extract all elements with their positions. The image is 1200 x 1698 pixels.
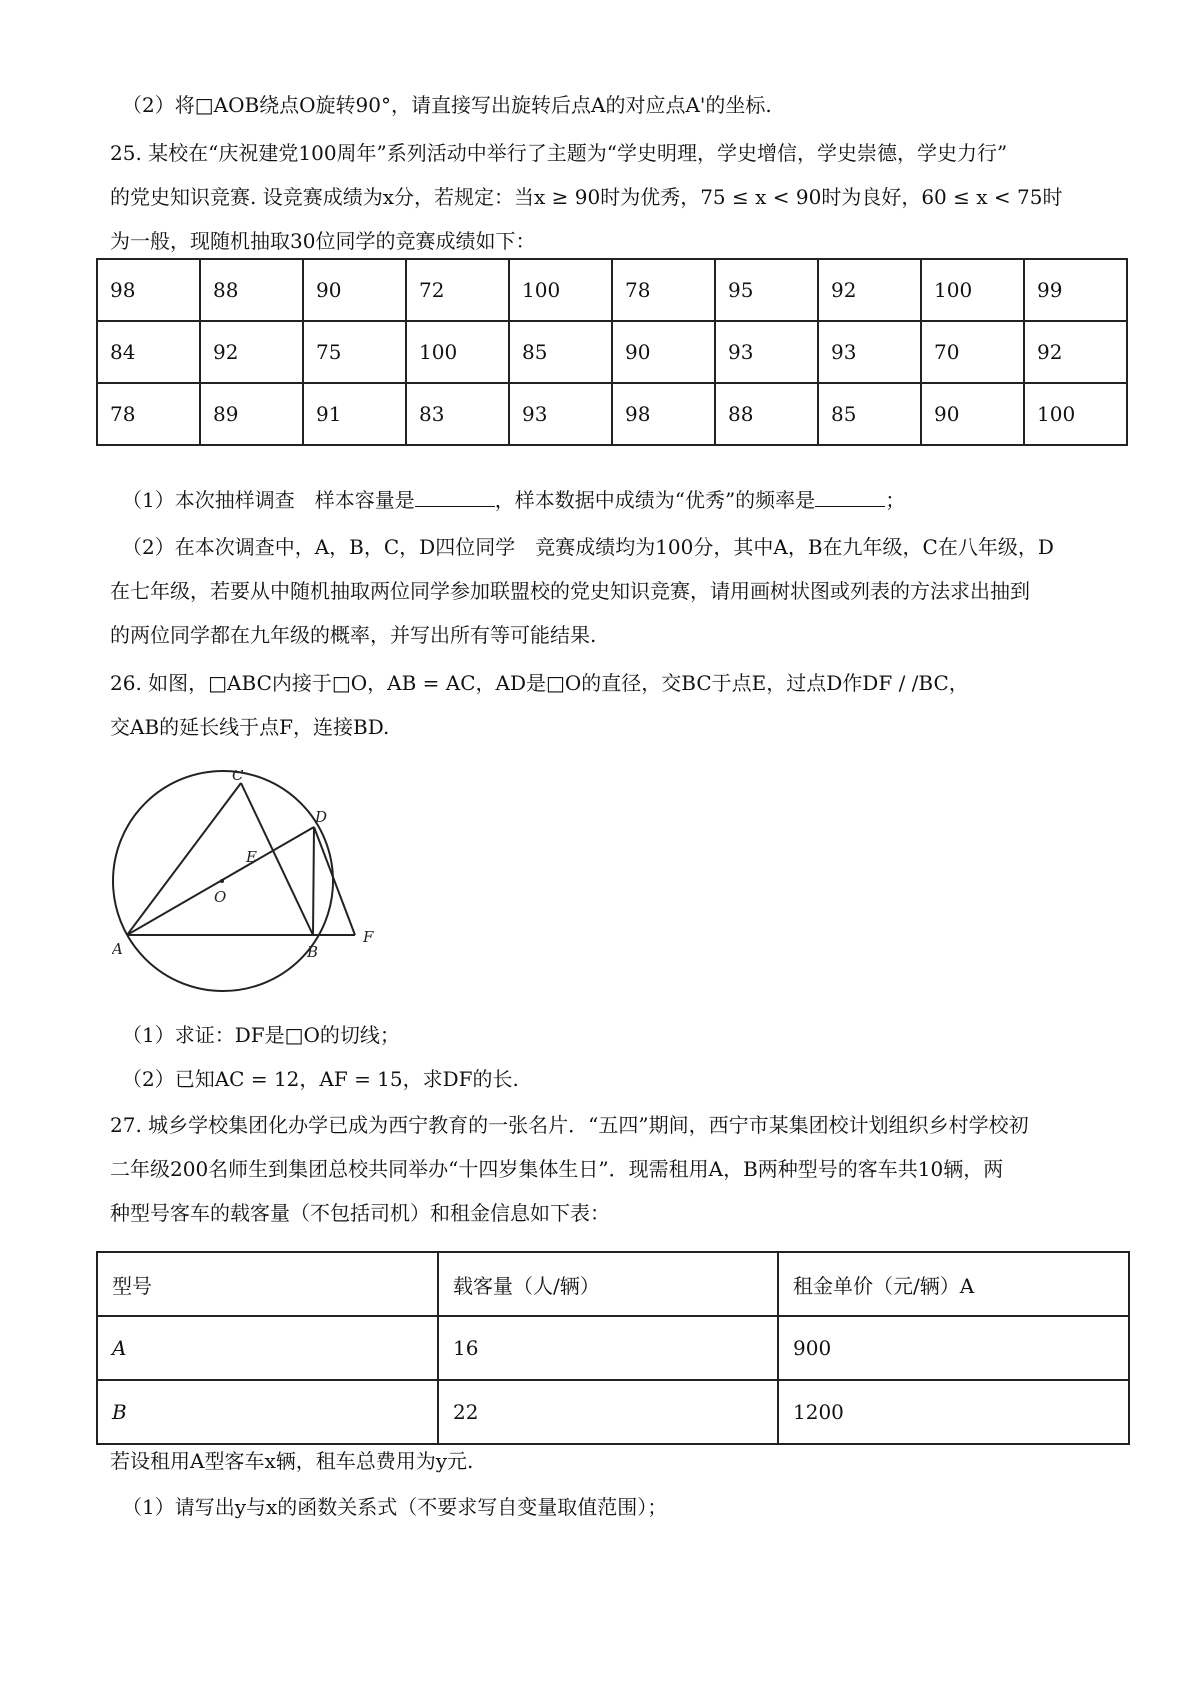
table-header-row: [97, 1252, 1129, 1316]
score-cell: 92: [1024, 321, 1127, 383]
q25-part1: [122, 485, 905, 515]
segment-ac: [127, 783, 241, 935]
score-cell: 72: [406, 259, 509, 321]
q25-intro-line-3: 为一般，现随机抽取30位同学的竞赛成绩如下：: [110, 229, 536, 253]
q27-intro-line-1: 27. 城乡学校集团化办学已成为西宁教育的一张名片．“五四”期间，西宁市某集团校计划组织乡村学校初: [110, 1113, 1029, 1137]
q27-intro-line-2: 二年级200名师生到集团总校共同举办“十四岁集体生日”．现需租用A，B两种型号的客车共10辆，两: [110, 1157, 1004, 1181]
score-cell: 100: [921, 259, 1024, 321]
score-cell: 91: [303, 383, 406, 445]
q25-part1-text-c: ；: [885, 488, 906, 512]
q26-intro-line-2: 交AB的延长线于点F，连接BD.: [110, 715, 390, 739]
q27-part1: （1）请写出y与x的函数关系式（不要求写自变量取值范围）；: [122, 1495, 668, 1519]
q25-intro-line-1: 25. 某校在“庆祝建党100周年”系列活动中举行了主题为“学史明理，学史增信，学史崇德，学史力行”: [110, 141, 1008, 165]
table-row: [97, 321, 1127, 383]
score-cell: 84: [97, 321, 200, 383]
score-cell: 88: [715, 383, 818, 445]
bus-type-cell: A: [97, 1316, 438, 1380]
column-header: 型号: [97, 1252, 438, 1316]
capacity-cell: 16: [438, 1316, 778, 1380]
q27-intro-line-3: 种型号客车的载客量（不包括司机）和租金信息如下表：: [110, 1201, 610, 1225]
q25-part1-text-b: ，样本数据中成绩为“优秀”的频率是: [494, 488, 816, 512]
score-cell: 93: [818, 321, 921, 383]
score-cell: 78: [612, 259, 715, 321]
score-cell: 100: [509, 259, 612, 321]
score-cell: 99: [1024, 259, 1127, 321]
q27-setup-text: 若设租用A型客车x辆，租车总费用为y元.: [110, 1449, 474, 1473]
label-d: D: [315, 808, 328, 826]
label-o: O: [214, 888, 227, 906]
label-f: F: [363, 928, 374, 946]
segment-bd: [313, 827, 314, 935]
score-cell: 85: [509, 321, 612, 383]
score-cell: 83: [406, 383, 509, 445]
circle-geometry-figure: [112, 770, 392, 1000]
score-cell: 70: [921, 321, 1024, 383]
q26-part1: （1）求证：DF是□O的切线；: [122, 1023, 400, 1047]
price-cell: 900: [778, 1316, 1129, 1380]
score-cell: 98: [97, 259, 200, 321]
q25-part1-text-a: （1）本次抽样调查 样本容量是: [122, 488, 415, 512]
score-cell: 92: [200, 321, 303, 383]
label-a: A: [112, 940, 123, 958]
table-row: [97, 383, 1127, 445]
q25-part2-line-1: （2）在本次调查中，A，B，C，D四位同学 竞赛成绩均为100分，其中A，B在九年级，C在八年级，D: [122, 535, 1054, 559]
table-row: [97, 1380, 1129, 1444]
answer-blank-frequency[interactable]: [815, 486, 885, 507]
column-header: 租金单价（元/辆）A: [778, 1252, 1129, 1316]
q25-part2-line-3: 的两位同学都在九年级的概率，并写出所有等可能结果.: [110, 623, 597, 647]
score-cell: 100: [1024, 383, 1127, 445]
score-cell: 100: [406, 321, 509, 383]
score-cell: 75: [303, 321, 406, 383]
q26-part2: （2）已知AC = 12，AF = 15，求DF的长.: [122, 1067, 519, 1091]
q24-part2: （2）将□AOB绕点O旋转90°，请直接写出旋转后点A的对应点A'的坐标.: [122, 93, 772, 117]
score-cell: 88: [200, 259, 303, 321]
q25-intro-line-2: 的党史知识竞赛. 设竞赛成绩为x分，若规定：当x ≥ 90时为优秀，75 ≤ x < 90时为良好，60 ≤ x < 75时: [110, 185, 1063, 209]
score-cell: 95: [715, 259, 818, 321]
answer-blank-sample-size[interactable]: [415, 486, 495, 507]
score-cell: 90: [921, 383, 1024, 445]
score-cell: 78: [97, 383, 200, 445]
score-cell: 90: [612, 321, 715, 383]
score-cell: 98: [612, 383, 715, 445]
capacity-cell: 22: [438, 1380, 778, 1444]
center-point-o: [220, 879, 224, 883]
table-row: [97, 259, 1127, 321]
score-cell: 89: [200, 383, 303, 445]
score-cell: 93: [509, 383, 612, 445]
label-e: E: [246, 848, 257, 866]
score-cell: 85: [818, 383, 921, 445]
bus-type-cell: B: [97, 1380, 438, 1444]
scores-table: [96, 258, 1128, 446]
label-c: C: [232, 770, 244, 784]
score-cell: 92: [818, 259, 921, 321]
table-row: [97, 1316, 1129, 1380]
q25-part2-line-2: 在七年级，若要从中随机抽取两位同学参加联盟校的党史知识竞赛，请用画树状图或列表的方法求出抽到: [110, 579, 1030, 603]
bus-rental-table: [96, 1251, 1130, 1445]
label-b: B: [307, 943, 319, 961]
segment-df: [314, 827, 355, 935]
score-cell: 90: [303, 259, 406, 321]
q26-intro-line-1: 26. 如图，□ABC内接于□O，AB = AC，AD是□O的直径，交BC于点E，过点D作DF / /BC，: [110, 671, 969, 695]
price-cell: 1200: [778, 1380, 1129, 1444]
score-cell: 93: [715, 321, 818, 383]
column-header: 载客量（人/辆）: [438, 1252, 778, 1316]
